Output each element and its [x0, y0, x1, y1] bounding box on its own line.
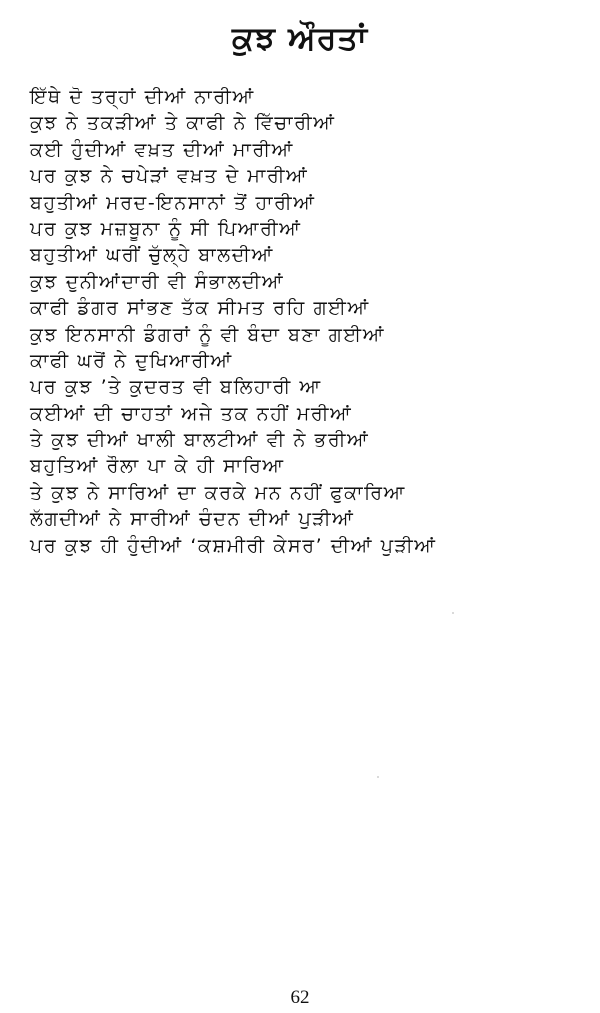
poem-line: ਬਹੁਤੀਆਂ ਘਰੀਂ ਚੁੱਲ੍ਹੇ ਬਾਲਦੀਆਂ — [30, 244, 274, 267]
poem-body — [30, 84, 590, 559]
poem-line: ਕਈਆਂ ਦੀ ਚਾਹਤਾਂ ਅਜੇ ਤਕ ਨਹੀਂ ਮਰੀਆਂ — [30, 402, 353, 425]
poem-line: ਤੇ ਕੁਝ ਨੇ ਸਾਰਿਆਂ ਦਾ ਕਰਕੇ ਮਨ ਨਹੀਂ ਫੁਕਾਰਿਆ — [30, 481, 406, 504]
poem-line: ਕਾਫੀ ਡੰਗਰ ਸਾਂਭਣ ਤੱਕ ਸੀਮਤ ਰਹਿ ਗਈਆਂ — [30, 297, 370, 320]
page-number: 62 — [290, 987, 310, 1008]
poem-title: ਕੁਝ ਔਰਤਾਂ — [232, 19, 368, 57]
poem-line: ਬਹੁਤਿਆਂ ਰੌਲਾ ਪਾ ਕੇ ਹੀ ਸਾਰਿਆ — [30, 455, 285, 478]
poem-line: ਤੇ ਕੁਝ ਦੀਆਂ ਖਾਲੀ ਬਾਲਟੀਆਂ ਵੀ ਨੇ ਭਰੀਆਂ — [30, 429, 370, 452]
poem-line: ਕੁਝ ਦੁਨੀਆਂਦਾਰੀ ਵੀ ਸੰਭਾਲਦੀਆਂ — [30, 270, 285, 293]
poem-line: ਬਹੁਤੀਆਂ ਮਰਦ-ਇਨਸਾਨਾਂ ਤੋਂ ਹਾਰੀਆਂ — [30, 191, 316, 214]
poem-line: ਕਾਫੀ ਘਰੋਂ ਨੇ ਦੁਖਿਆਰੀਆਂ — [30, 349, 233, 372]
poem-line: ਇੱਥੇ ਦੋ ਤਰ੍ਹਾਂ ਦੀਆਂ ਨਾਰੀਆਂ — [30, 86, 255, 108]
poem-line: ਪਰ ਕੁਝ ਮਜ਼ਬੂਨਾ ਨੂੰ ਸੀ ਪਿਆਰੀਆਂ — [30, 217, 302, 240]
poem-line: ਕੁਝ ਨੇ ਤਕੜੀਆਂ ਤੇ ਕਾਫੀ ਨੇ ਵਿੱਚਾਰੀਆਂ — [30, 112, 336, 135]
poem-line: ਪਰ ਕੁਝ ’ਤੇ ਕੁਦਰਤ ਵੀ ਬਲਿਹਾਰੀ ਆ — [30, 376, 322, 399]
poem-line: ਪਰ ਕੁਝ ਨੇ ਚਪੇੜਾਂ ਵਖ਼ਤ ਦੇ ਮਾਰੀਆਂ — [30, 165, 309, 188]
paper-speck — [452, 612, 454, 614]
poem-line: ਕਈ ਹੁੰਦੀਆਂ ਵਖ਼ਤ ਦੀਆਂ ਮਾਰੀਆਂ — [30, 138, 294, 161]
poem-line: ਪਰ ਕੁਝ ਹੀ ਹੁੰਦੀਆਂ ‘ਕਸ਼ਮੀਰੀ ਕੇਸਰ’ ਦੀਆਂ ਪੁੜੀਆਂ — [30, 534, 437, 557]
poem-line: ਕੁਝ ਇਨਸਾਨੀ ਡੰਗਰਾਂ ਨੂੰ ਵੀ ਬੰਦਾ ਬਣਾ ਗਈਆਂ — [30, 323, 386, 346]
poem-line: ਲੱਗਦੀਆਂ ਨੇ ਸਾਰੀਆਂ ਚੰਦਨ ਦੀਆਂ ਪੁੜੀਆਂ — [30, 508, 355, 531]
paper-speck — [377, 776, 379, 778]
